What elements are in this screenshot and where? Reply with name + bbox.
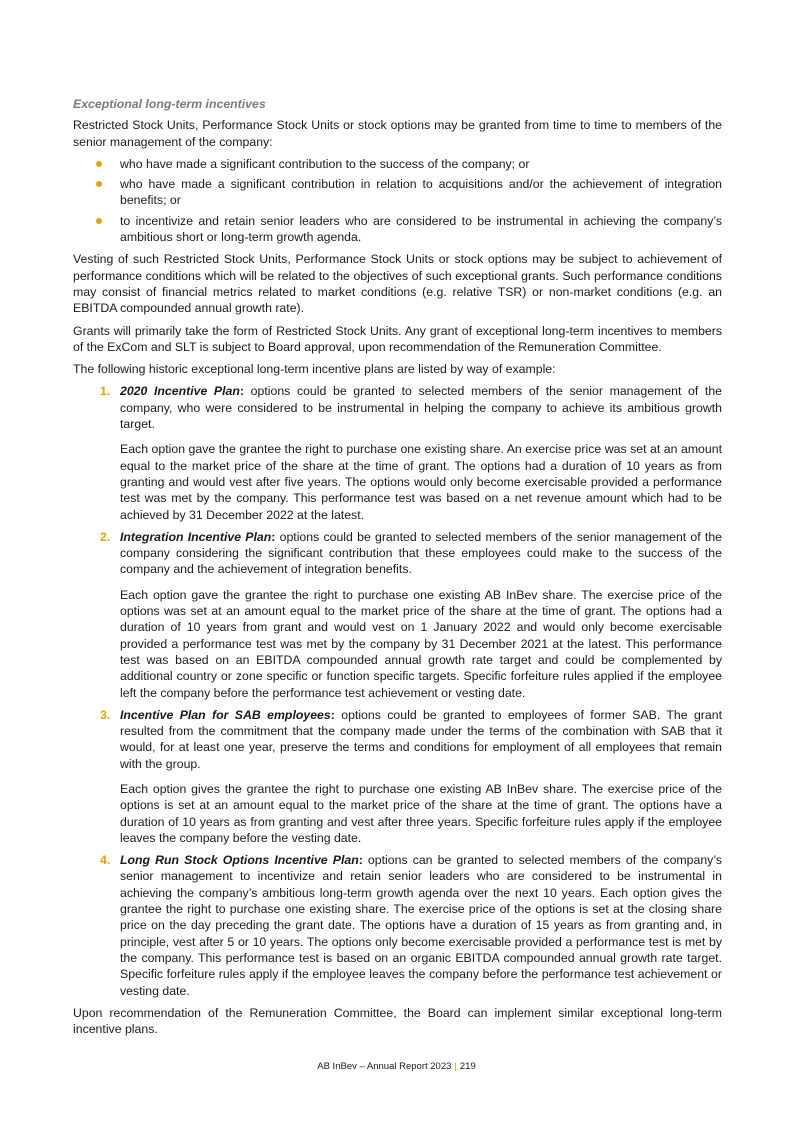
plan-name: Incentive Plan for SAB employees — [120, 707, 331, 722]
grants-paragraph: Grants will primarily take the form of Restricted Stock Units. Any grant of exceptional long-term incentives to members of the ExCom and SLT is subject to Board approval, upon recommendation of the Remuneration Committee. — [73, 323, 722, 354]
plan-name: Long Run Stock Options Incentive Plan — [120, 853, 359, 868]
intro-paragraph: Restricted Stock Units, Performance Stock Units or stock options may be granted from time to time to members of the senior management of the company: — [73, 118, 722, 149]
bullet-icon — [96, 218, 102, 224]
plan-summary — [120, 529, 722, 578]
plan-detail: Each option gave the grantee the right to purchase one existing AB InBev share. The exercise price of the options was set at an amount equal to the market price of the share at the time of grant. The options had a duration of 10 years from grant and would vest on 1 January 2022 and would only become exercisable provided a performance test was met by the company by 31 December 2021 at the latest. This performance test was based on an EBITDA compounded annual growth rate target and could be complemented by additional country or zone specific or function specific targets. Specific forfeiture rules applied if the employee left the company before the performance test achievement or vesting date. — [120, 587, 722, 700]
plan-number: 1. — [100, 384, 111, 399]
plan-summary — [120, 707, 722, 772]
list-intro-paragraph: The following historic exceptional long-term incentive plans are listed by way of example: — [73, 362, 556, 377]
plan-item — [73, 383, 722, 522]
plan-item — [73, 529, 722, 701]
plan-colon: : — [271, 529, 276, 544]
bullet-icon — [96, 161, 102, 167]
plan-text: options can be granted to selected members of the company’s senior management to incentivize and retain senior leaders who are considered to be instrumental in achieving the company’s ambitious long-term growth agenda over the next 10 years. Each option gives the grantee the right to purchase one existing share. The exercise price of the options is set at the closing share price on the day preceding the grant date. The options have a duration of 15 years as from granting and, in principle, vest after 5 or 10 years. The options only become exercisable provided a performance test is met by the company. This performance test is based on an organic EBITDA compounded annual growth rate target. Specific forfeiture rules apply if the employee leaves the company before the performance test achievement or vesting date. — [120, 853, 722, 998]
list-item — [73, 213, 722, 246]
page-footer — [0, 1061, 793, 1072]
page-number: 219 — [459, 1061, 476, 1072]
list-item — [73, 156, 722, 172]
plan-number: 4. — [100, 853, 111, 868]
bullet-text: who have made a significant contribution to the success of the company; or — [120, 156, 530, 171]
closing-paragraph: Upon recommendation of the Remuneration Committee, the Board can implement similar exceptional long-term incentive plans. — [73, 1005, 722, 1037]
plans-list — [73, 383, 722, 998]
bullet-icon — [96, 181, 102, 187]
plan-summary — [120, 852, 722, 999]
plan-colon: : — [330, 707, 335, 722]
plan-detail: Each option gave the grantee the right to purchase one existing share. An exercise price was set at an amount equal to the market price of the share at the time of grant. The options had a duration of 10 years as from granting and would vest after five years. The options would only become exercisable provided a performance test was met by the company. This performance test was based on a net revenue amount which had to be achieved by 31 December 2022 at the latest. — [120, 442, 722, 522]
plan-text: options could be granted to employees of former SAB. The grant resulted from the commitment that the company made under the terms of the combination with SAB that it would, for at least one year, preserve the terms and conditions for employment of all employees that remain with the group. — [120, 707, 722, 771]
report-title: AB InBev – Annual Report 2023 — [317, 1061, 452, 1072]
page-content — [73, 96, 722, 1043]
plan-name: 2020 Incentive Plan — [120, 384, 240, 399]
footer-separator: | — [454, 1061, 457, 1072]
plan-number: 3. — [100, 707, 111, 722]
plan-number: 2. — [100, 529, 111, 544]
vesting-paragraph: Vesting of such Restricted Stock Units, Performance Stock Units or stock options may be subject to achievement of performance conditions which will be related to the objectives of such exceptional grants. Such performance conditions may consist of financial metrics related to market conditions (e.g. relative TSR) or non-market conditions (e.g. an EBITDA compounded annual growth rate). — [73, 252, 722, 316]
plan-text: options could be granted to selected members of the senior management of the company considering the significant contribution that these employees could make to the success of the company and the achievement of integration benefits. — [120, 529, 723, 577]
section-heading: Exceptional long-term incentives — [73, 97, 266, 111]
plan-item — [73, 707, 722, 846]
plan-summary — [120, 383, 722, 432]
list-item — [73, 176, 722, 209]
plan-name: Integration Incentive Plan — [120, 529, 272, 544]
plan-item — [73, 852, 722, 999]
plan-detail: Each option gives the grantee the right to purchase one existing AB InBev share. The exercise price of the options is set at an amount equal to the market price of the share at the time of grant. The options have a duration of 10 years as from granting and vest after three years. Specific forfeiture rules apply if the employee leaves the company before the vesting date. — [120, 781, 722, 845]
bullet-text: who have made a significant contribution in relation to acquisitions and/or the achievement of integration benefits; or — [120, 177, 722, 208]
plan-colon: : — [239, 384, 245, 399]
plan-colon: : — [358, 853, 363, 868]
plan-text: options could be granted to selected members of the senior management of the company, who were considered to be instrumental in helping the company to achieve its ambitious growth target. — [120, 384, 722, 432]
bullet-text: to incentivize and retain senior leaders who are considered to be instrumental in achieving the company’s ambitious short or long-term growth agenda. — [120, 213, 722, 245]
criteria-list — [73, 156, 722, 245]
